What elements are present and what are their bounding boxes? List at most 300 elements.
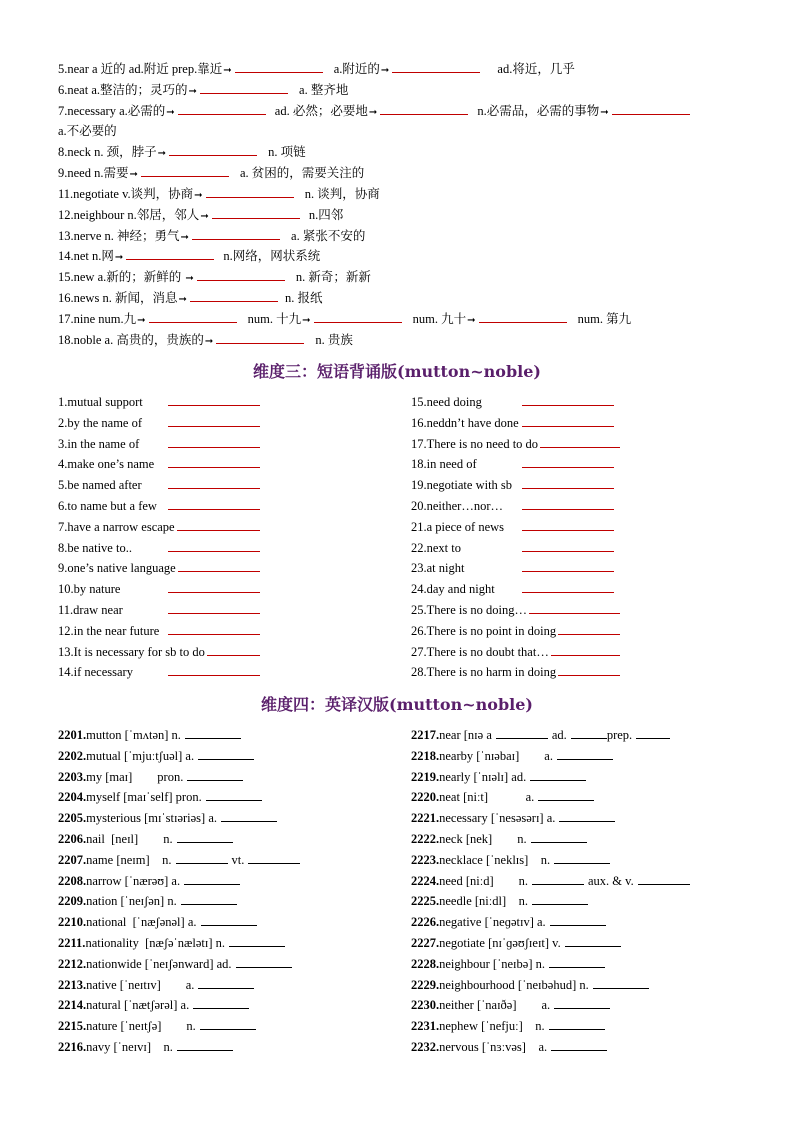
- derivation-line-12: [58, 205, 343, 223]
- phrase-item: [58, 413, 262, 431]
- answer-blank[interactable]: [178, 558, 260, 572]
- vocab-number: 2216.: [58, 1040, 87, 1054]
- derivation-text: a. 整齐地: [299, 83, 349, 97]
- derivation-line-5: [58, 59, 575, 77]
- vocab-word: near [nɪə a: [439, 728, 492, 742]
- derivation-text: 14.net n.网: [58, 249, 114, 263]
- vocab-word: neck [nek] n.: [439, 832, 527, 846]
- answer-blank[interactable]: [557, 746, 613, 760]
- answer-blank[interactable]: [168, 392, 260, 406]
- phrase-item: [58, 579, 262, 597]
- vocab-word: nearly [ˈnɪəlɪ] ad.: [439, 770, 527, 784]
- vocab-item: [58, 933, 285, 951]
- answer-blank[interactable]: [216, 330, 304, 344]
- arrow-icon: ➞: [157, 148, 166, 159]
- phrase-text: 18.in need of: [411, 457, 477, 471]
- phrase-text: 26.There is no point in doing: [411, 624, 557, 638]
- answer-blank[interactable]: [551, 1037, 607, 1051]
- derivation-text: n.必需品，必需的事物: [477, 104, 600, 118]
- arrow-icon: ➞: [114, 252, 124, 263]
- answer-blank[interactable]: [168, 662, 260, 676]
- answer-blank[interactable]: [392, 59, 480, 73]
- derivation-text: 11.negotiate v.谈判，协商: [58, 187, 194, 201]
- derivation-line-8: [58, 142, 306, 160]
- vocab-number: 2230.: [411, 998, 440, 1012]
- derivation-text: n. 报纸: [284, 291, 323, 305]
- vocab-number: 2224.: [411, 874, 440, 888]
- derivation-text: ad. 必然；必要地: [274, 104, 368, 118]
- phrase-text: 11.draw near: [58, 603, 123, 617]
- vocab-word: nation [ˈneɪʃən] n.: [86, 894, 177, 908]
- answer-blank[interactable]: [593, 975, 649, 989]
- answer-blank[interactable]: [636, 725, 670, 739]
- answer-blank[interactable]: [198, 975, 254, 989]
- vocab-word: needle [niːdl] n.: [439, 894, 528, 908]
- answer-blank[interactable]: [181, 891, 237, 905]
- vocab-item: [411, 1016, 605, 1034]
- derivation-line-11: [58, 184, 380, 202]
- vocab-item: [411, 850, 610, 868]
- vocab-item: [58, 954, 292, 972]
- phrase-item: [411, 517, 616, 535]
- answer-blank[interactable]: [522, 538, 614, 552]
- derivation-text: 15.new a.新的；新鲜的: [58, 270, 185, 284]
- answer-blank[interactable]: [192, 226, 280, 240]
- arrow-icon: ➞: [223, 65, 232, 76]
- phrase-item: [58, 454, 262, 472]
- vocab-word: mutual [ˈmjuːtʃuəl] a.: [86, 749, 195, 763]
- vocab-word: mutton [ˈmʌtən] n.: [86, 728, 181, 742]
- answer-blank[interactable]: [522, 517, 614, 531]
- phrase-item: [58, 434, 262, 452]
- vocab-item: [58, 975, 254, 993]
- answer-blank[interactable]: [169, 142, 257, 156]
- answer-blank[interactable]: [197, 267, 285, 281]
- answer-blank[interactable]: [530, 767, 586, 781]
- vocab-item: [58, 829, 233, 847]
- phrase-item: [411, 558, 616, 576]
- phrase-item: [411, 496, 616, 514]
- derivation-text: 16.news n. 新闻，消息: [58, 291, 178, 305]
- derivation-text: 7.necessary a.必需的: [58, 104, 166, 118]
- phrase-text: 28.There is no harm in doing: [411, 665, 557, 679]
- arrow-icon: ➞: [368, 107, 378, 118]
- vocab-number: 2211.: [58, 936, 86, 950]
- vocab-item: [411, 746, 613, 764]
- answer-blank[interactable]: [190, 288, 278, 302]
- arrow-icon: ➞: [129, 169, 138, 180]
- vocab-word: natural [ˈnætʃərəl] a.: [86, 998, 190, 1012]
- answer-blank[interactable]: [168, 413, 260, 427]
- answer-blank[interactable]: [314, 309, 402, 323]
- vocab-item: [58, 850, 300, 868]
- answer-blank[interactable]: [221, 808, 277, 822]
- vocab-number: 2202.: [58, 749, 87, 763]
- arrow-icon: ➞: [200, 211, 209, 222]
- vocab-word: nationwide [ˈneɪʃənward] ad.: [86, 957, 232, 971]
- phrase-text: 23.at night: [411, 561, 465, 575]
- answer-blank[interactable]: [168, 621, 260, 635]
- phrase-item: [411, 642, 622, 660]
- answer-blank[interactable]: [549, 1016, 605, 1030]
- derivation-text: n. 新奇；新新: [295, 270, 371, 284]
- vocab-word: negative [ˈneɡətɪv] a.: [439, 915, 546, 929]
- phrase-text: 13.It is necessary for sb to do: [58, 645, 205, 659]
- answer-blank[interactable]: [558, 662, 620, 676]
- derivation-line-17: [58, 309, 631, 327]
- phrase-item: [411, 538, 616, 556]
- vocab-number: 2207.: [58, 853, 87, 867]
- vocab-number: 2201.: [58, 728, 87, 742]
- derivation-text: a.附近的: [333, 62, 380, 76]
- vocab-number: 2212.: [58, 957, 87, 971]
- answer-blank[interactable]: [550, 912, 606, 926]
- derivation-text: n.四邻: [308, 208, 344, 222]
- answer-blank[interactable]: [206, 787, 262, 801]
- vocab-number: 2206.: [58, 832, 87, 846]
- vocab-number: 2204.: [58, 790, 87, 804]
- arrow-icon: ➞: [302, 315, 311, 326]
- phrase-item: [411, 621, 622, 639]
- vocab-word: neat [niːt] a.: [439, 790, 535, 804]
- answer-blank[interactable]: [531, 829, 587, 843]
- answer-blank[interactable]: [559, 808, 615, 822]
- derivation-line-13: [58, 226, 365, 244]
- vocab-word: nearby [ˈnɪəbaɪ] a.: [439, 749, 553, 763]
- vocab-pos: ad.: [551, 728, 567, 742]
- vocab-pos: aux. & v.: [588, 874, 634, 888]
- vocab-item: [58, 787, 262, 805]
- vocab-item: [58, 891, 237, 909]
- arrow-icon: ➞: [178, 294, 187, 305]
- vocab-item: [411, 995, 610, 1013]
- answer-blank[interactable]: [549, 954, 605, 968]
- vocab-item: [58, 808, 277, 826]
- derivation-text: n. 贵族: [315, 333, 353, 347]
- answer-blank[interactable]: [177, 517, 260, 531]
- vocab-item: [58, 1016, 256, 1034]
- phrase-text: 21.a piece of news: [411, 520, 505, 534]
- derivation-line-18: [58, 330, 353, 348]
- vocab-number: 2232.: [411, 1040, 440, 1054]
- vocab-number: 2208.: [58, 874, 87, 888]
- phrase-item: [58, 517, 262, 535]
- answer-blank[interactable]: [540, 434, 620, 448]
- arrow-icon: ➞: [137, 315, 146, 326]
- vocab-number: 2228.: [411, 957, 440, 971]
- answer-blank[interactable]: [200, 80, 288, 94]
- phrase-text: 20.neither…nor…: [411, 499, 503, 513]
- derivation-text: n.网络，网状系统: [223, 249, 321, 263]
- arrow-icon: ➞: [600, 107, 609, 118]
- phrase-item: [58, 558, 262, 576]
- answer-blank[interactable]: [554, 850, 610, 864]
- vocab-word: national [ˈnæʃənəl] a.: [86, 915, 197, 929]
- derivation-text: 13.nerve n. 神经；勇气: [58, 229, 180, 243]
- answer-blank[interactable]: [177, 829, 233, 843]
- derivation-text: a.不必要的: [58, 124, 117, 138]
- vocab-word: nervous [ˈnɜːvəs] a.: [439, 1040, 548, 1054]
- answer-blank[interactable]: [248, 850, 300, 864]
- vocab-number: 2209.: [58, 894, 87, 908]
- answer-blank[interactable]: [380, 101, 468, 115]
- answer-blank[interactable]: [538, 787, 594, 801]
- phrase-text: 25.There is no doing…: [411, 603, 527, 617]
- vocab-word: native [ˈneɪtɪv] a.: [86, 978, 195, 992]
- vocab-item: [58, 725, 241, 743]
- phrase-item: [411, 392, 616, 410]
- vocab-word: negotiate [nɪˈɡəʊʃɪeɪt] v.: [439, 936, 561, 950]
- answer-blank[interactable]: [558, 621, 620, 635]
- derivation-line-16: [58, 288, 322, 306]
- phrase-text: 14.if necessary: [58, 665, 133, 679]
- phrase-text: 5.be named after: [58, 478, 142, 492]
- answer-blank[interactable]: [522, 579, 614, 593]
- vocab-number: 2229.: [411, 978, 440, 992]
- arrow-icon: ➞: [194, 190, 203, 201]
- answer-blank[interactable]: [532, 891, 588, 905]
- vocab-item: [411, 808, 615, 826]
- answer-blank[interactable]: [193, 995, 249, 1009]
- vocab-word: need [niːd] n.: [439, 874, 528, 888]
- answer-blank[interactable]: [201, 912, 257, 926]
- derivation-text: 17.nine num.九: [58, 312, 137, 326]
- derivation-text: a. 紧张不安的: [291, 229, 366, 243]
- vocab-number: 2231.: [411, 1019, 440, 1033]
- derivation-line-15: [58, 267, 371, 285]
- phrase-text: 19.negotiate with sb: [411, 478, 513, 492]
- derivation-line-9: [58, 163, 364, 181]
- phrase-item: [58, 621, 262, 639]
- phrase-text: 2.by the name of: [58, 416, 143, 430]
- answer-blank[interactable]: [206, 184, 294, 198]
- answer-blank[interactable]: [168, 600, 260, 614]
- answer-blank[interactable]: [177, 1037, 233, 1051]
- vocab-word: neighbourhood [ˈneɪbəhud] n.: [439, 978, 589, 992]
- vocab-item: [411, 933, 621, 951]
- vocab-word: neither [ˈnaɪðə] a.: [439, 998, 551, 1012]
- answer-blank[interactable]: [185, 725, 241, 739]
- vocab-word: nephew [ˈnefjuː] n.: [439, 1019, 545, 1033]
- arrow-icon: ➞: [180, 232, 189, 243]
- answer-blank[interactable]: [551, 642, 620, 656]
- phrase-text: 9.one’s native language: [58, 561, 176, 575]
- derivation-text: ad.将近，几乎: [497, 62, 575, 76]
- answer-blank[interactable]: [168, 579, 260, 593]
- vocab-number: 2225.: [411, 894, 440, 908]
- derivation-text: num. 第九: [577, 312, 632, 326]
- vocab-number: 2223.: [411, 853, 440, 867]
- vocab-word: navy [ˈneɪvɪ] n.: [86, 1040, 173, 1054]
- phrase-text: 10.by nature: [58, 582, 121, 596]
- vocab-number: 2221.: [411, 811, 440, 825]
- vocab-word: name [neɪm] n.: [86, 853, 172, 867]
- derivation-text: 5.near a 近的 ad.附近 prep.靠近: [58, 62, 223, 76]
- phrase-item: [58, 642, 262, 660]
- answer-blank[interactable]: [207, 642, 260, 656]
- answer-blank[interactable]: [522, 392, 614, 406]
- answer-blank[interactable]: [532, 871, 584, 885]
- derivation-text: n. 谈判，协商: [304, 187, 380, 201]
- vocab-number: 2205.: [58, 811, 87, 825]
- vocab-word: myself [maɪˈself] pron.: [86, 790, 202, 804]
- phrase-text: 27.There is no doubt that…: [411, 645, 549, 659]
- vocab-item: [411, 975, 649, 993]
- phrase-text: 8.be native to..: [58, 541, 132, 555]
- answer-blank[interactable]: [178, 101, 266, 115]
- derivation-text: 8.neck n. 颈，脖子: [58, 145, 157, 159]
- derivation-line-6: [58, 80, 348, 98]
- arrow-icon: ➞: [467, 315, 476, 326]
- phrase-text: 1.mutual support: [58, 395, 143, 409]
- answer-blank[interactable]: [126, 246, 214, 260]
- vocab-item: [58, 746, 254, 764]
- derivation-text: num. 十九: [247, 312, 302, 326]
- vocab-item: [411, 891, 588, 909]
- derivation-text: n. 项链: [268, 145, 306, 159]
- answer-blank[interactable]: [496, 725, 548, 739]
- phrase-item: [411, 454, 616, 472]
- vocab-number: 2210.: [58, 915, 87, 929]
- phrase-item: [411, 475, 616, 493]
- vocab-item: [58, 912, 257, 930]
- vocab-item: [58, 1037, 233, 1055]
- phrase-item: [411, 413, 616, 431]
- phrase-text: 16.neddn’t have done: [411, 416, 519, 430]
- answer-blank[interactable]: [187, 767, 243, 781]
- vocab-word: nationality [næʃəˈnælətɪ] n.: [85, 936, 225, 950]
- answer-blank[interactable]: [176, 850, 228, 864]
- answer-blank[interactable]: [184, 871, 240, 885]
- phrase-item: [411, 662, 622, 680]
- answer-blank[interactable]: [149, 309, 237, 323]
- vocab-pos: vt.: [231, 853, 245, 867]
- phrase-item: [411, 579, 616, 597]
- answer-blank[interactable]: [141, 163, 229, 177]
- vocab-number: 2203.: [58, 770, 87, 784]
- phrase-item: [411, 600, 622, 618]
- answer-blank[interactable]: [571, 725, 607, 739]
- vocab-number: 2222.: [411, 832, 440, 846]
- phrase-item: [58, 475, 262, 493]
- phrase-text: 15.need doing: [411, 395, 482, 409]
- vocab-number: 2217.: [411, 728, 440, 742]
- answer-blank[interactable]: [522, 558, 614, 572]
- derivation-text: 6.neat a.整洁的；灵巧的: [58, 83, 188, 97]
- derivation-text: 18.noble a. 高贵的，贵族的: [58, 333, 204, 347]
- vocab-item: [58, 871, 240, 889]
- vocab-item: [411, 1037, 607, 1055]
- vocab-pos: prep.: [606, 728, 633, 742]
- arrow-icon: ➞: [204, 336, 214, 347]
- answer-blank[interactable]: [612, 101, 690, 115]
- vocab-item: [411, 912, 606, 930]
- vocab-item: [411, 767, 586, 785]
- answer-blank[interactable]: [168, 434, 260, 448]
- phrase-text: 4.make one’s name: [58, 457, 155, 471]
- vocab-word: neighbour [ˈneɪbə] n.: [439, 957, 545, 971]
- answer-blank[interactable]: [168, 454, 260, 468]
- derivation-text: 9.need n.需要: [58, 166, 129, 180]
- vocab-word: mysterious [mɪˈstɪəriəs] a.: [86, 811, 217, 825]
- arrow-icon: ➞: [185, 273, 194, 284]
- vocab-number: 2213.: [58, 978, 87, 992]
- answer-blank[interactable]: [168, 475, 260, 489]
- vocab-word: narrow [ˈnærəʊ] a.: [86, 874, 181, 888]
- vocab-word: necklace [ˈneklɪs] n.: [439, 853, 551, 867]
- derivation-line-7: [58, 101, 692, 119]
- phrase-item: [58, 662, 262, 680]
- answer-blank[interactable]: [168, 538, 260, 552]
- answer-blank[interactable]: [565, 933, 621, 947]
- answer-blank[interactable]: [168, 496, 260, 510]
- answer-blank[interactable]: [522, 454, 614, 468]
- derivation-line-14: [58, 246, 320, 264]
- vocab-number: 2219.: [411, 770, 440, 784]
- vocab-item: [411, 829, 587, 847]
- phrase-item: [58, 496, 262, 514]
- phrase-text: 7.have a narrow escape: [58, 520, 175, 534]
- answer-blank[interactable]: [522, 496, 614, 510]
- phrase-text: 17.There is no need to do: [411, 437, 539, 451]
- vocab-number: 2227.: [411, 936, 440, 950]
- section-heading-phrases: 维度三：短语背诵版(mutton~noble): [253, 362, 541, 381]
- arrow-icon: ➞: [188, 86, 197, 97]
- answer-blank[interactable]: [229, 933, 285, 947]
- vocab-number: 2218.: [411, 749, 440, 763]
- vocab-number: 2214.: [58, 998, 87, 1012]
- phrase-text: 22.next to: [411, 541, 461, 555]
- derivation-text: a. 贫困的，需要关注的: [240, 166, 365, 180]
- vocab-item: [58, 767, 243, 785]
- section-heading-vocab: 维度四：英译汉版(mutton~noble): [261, 695, 533, 714]
- phrase-text: 3.in the name of: [58, 437, 140, 451]
- vocab-word: my [maɪ] pron.: [86, 770, 184, 784]
- vocab-word: nature [ˈneɪtʃə] n.: [86, 1019, 196, 1033]
- answer-blank[interactable]: [638, 871, 690, 885]
- derivation-text: num. 九十: [412, 312, 467, 326]
- phrase-item: [58, 600, 262, 618]
- vocab-number: 2220.: [411, 790, 440, 804]
- phrase-item: [58, 538, 262, 556]
- derivation-line-7b: [58, 122, 117, 140]
- answer-blank[interactable]: [198, 746, 254, 760]
- vocab-item: [58, 995, 249, 1013]
- vocab-number: 2215.: [58, 1019, 87, 1033]
- answer-blank[interactable]: [479, 309, 567, 323]
- vocab-word: nail [neɪl] n.: [86, 832, 173, 846]
- answer-blank[interactable]: [200, 1016, 256, 1030]
- phrase-item: [58, 392, 262, 410]
- vocab-number: 2226.: [411, 915, 440, 929]
- vocab-item: [411, 787, 594, 805]
- vocab-item: [411, 725, 670, 743]
- answer-blank[interactable]: [529, 600, 620, 614]
- vocab-item: [411, 871, 690, 889]
- vocab-item: [411, 954, 605, 972]
- answer-blank[interactable]: [236, 954, 292, 968]
- answer-blank[interactable]: [235, 59, 323, 73]
- phrase-item: [411, 434, 622, 452]
- phrase-text: 12.in the near future: [58, 624, 160, 638]
- answer-blank[interactable]: [212, 205, 300, 219]
- answer-blank[interactable]: [522, 475, 614, 489]
- answer-blank[interactable]: [554, 995, 610, 1009]
- derivation-text: 12.neighbour n.邻居，邻人: [58, 208, 200, 222]
- phrase-text: 6.to name but a few: [58, 499, 157, 513]
- answer-blank[interactable]: [522, 413, 614, 427]
- arrow-icon: ➞: [380, 65, 390, 76]
